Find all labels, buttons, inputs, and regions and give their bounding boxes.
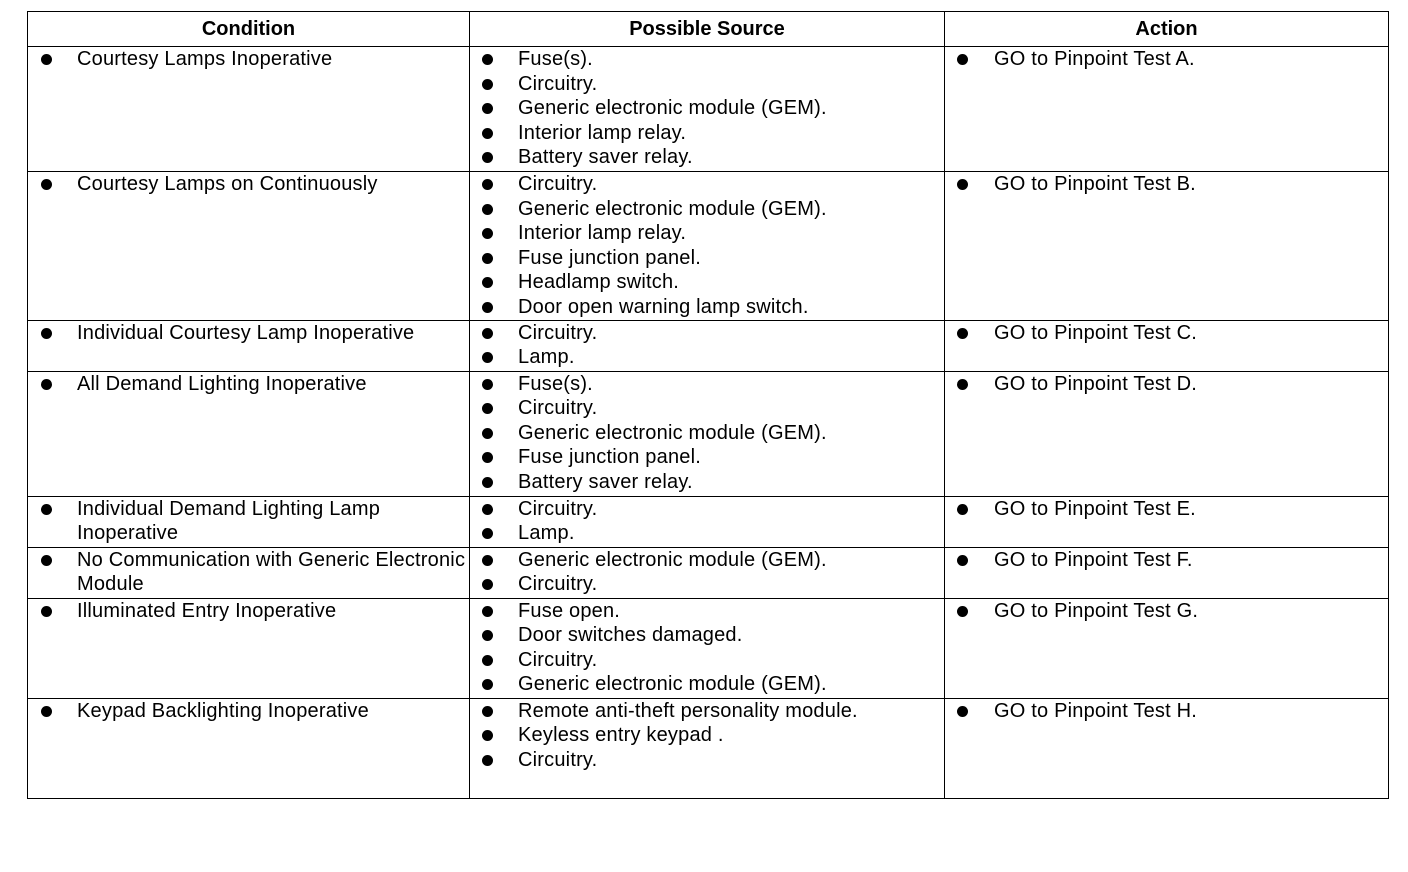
- list-item: [945, 548, 1388, 573]
- bullet-list: [945, 172, 1388, 197]
- possible-source-cell: [470, 320, 945, 371]
- source-item-text: Lamp.: [518, 346, 575, 369]
- bullet-icon: [482, 755, 493, 766]
- list-item: [28, 497, 469, 546]
- bullet-list: [470, 599, 944, 697]
- source-item-text: Fuse(s).: [518, 372, 593, 395]
- source-item-text: Generic electronic module (GEM).: [518, 673, 827, 696]
- action-cell: [945, 371, 1389, 496]
- source-item-text: Door switches damaged.: [518, 624, 743, 647]
- bullet-icon: [482, 630, 493, 641]
- list-item: [28, 172, 469, 197]
- action-cell: [945, 320, 1389, 371]
- source-item-text: Lamp.: [518, 522, 575, 545]
- condition-text: No Communication with Generic Electronic Module: [77, 548, 466, 596]
- bullet-icon: [41, 504, 52, 515]
- bullet-icon: [957, 54, 968, 65]
- action-text: GO to Pinpoint Test H.: [994, 699, 1198, 722]
- action-cell: [945, 496, 1389, 547]
- action-cell: [945, 598, 1389, 698]
- possible-source-cell: [470, 547, 945, 598]
- condition-text: Courtesy Lamps Inoperative: [77, 48, 333, 70]
- source-item-text: Remote anti-theft personality module.: [518, 699, 858, 722]
- source-item-text: Circuitry.: [518, 648, 598, 671]
- bullet-list: [945, 372, 1388, 397]
- bullet-icon: [957, 606, 968, 617]
- bullet-icon: [482, 403, 493, 414]
- table-row: [28, 598, 1389, 698]
- bullet-list: [28, 372, 469, 397]
- bullet-icon: [957, 504, 968, 515]
- list-item: [470, 470, 944, 495]
- bullet-icon: [482, 706, 493, 717]
- bullet-list: [470, 172, 944, 320]
- list-item: [470, 623, 944, 648]
- source-item-text: Circuitry.: [518, 397, 598, 420]
- list-item: [470, 345, 944, 370]
- bullet-icon: [957, 555, 968, 566]
- header-row: [28, 12, 1389, 47]
- list-item: [945, 372, 1388, 397]
- list-item: [470, 47, 944, 72]
- list-item: [470, 548, 944, 573]
- condition-cell: [28, 598, 470, 698]
- list-item: [28, 372, 469, 397]
- condition-text: Courtesy Lamps on Continuously: [77, 173, 378, 195]
- source-item-text: Circuitry.: [518, 321, 598, 344]
- table-row: [28, 47, 1389, 172]
- list-item: [470, 396, 944, 421]
- bullet-icon: [41, 379, 52, 390]
- bullet-icon: [482, 277, 493, 288]
- source-item-text: Interior lamp relay.: [518, 222, 687, 245]
- bullet-list: [470, 548, 944, 597]
- bullet-list: [28, 47, 469, 72]
- list-item: [28, 599, 469, 624]
- list-item: [470, 445, 944, 470]
- list-item: [470, 599, 944, 624]
- bullet-icon: [41, 706, 52, 717]
- bullet-icon: [41, 606, 52, 617]
- header-action: Action: [945, 12, 1389, 47]
- bullet-icon: [482, 655, 493, 666]
- list-item: [28, 699, 469, 724]
- action-text: GO to Pinpoint Test G.: [994, 599, 1199, 622]
- source-item-text: Generic electronic module (GEM).: [518, 548, 827, 571]
- list-item: [470, 246, 944, 271]
- bullet-icon: [482, 555, 493, 566]
- bullet-list: [28, 548, 469, 597]
- bullet-list: [945, 497, 1388, 522]
- list-item: [470, 723, 944, 748]
- condition-cell: [28, 371, 470, 496]
- list-item: [28, 47, 469, 72]
- condition-cell: [28, 547, 470, 598]
- bullet-icon: [41, 555, 52, 566]
- bullet-icon: [957, 379, 968, 390]
- header-possible-source: Possible Source: [470, 12, 945, 47]
- list-item: [945, 47, 1388, 72]
- table-row: [28, 496, 1389, 547]
- condition-text: Individual Courtesy Lamp Inoperative: [77, 321, 415, 344]
- action-cell: [945, 698, 1389, 798]
- source-item-text: Headlamp switch.: [518, 271, 680, 294]
- source-item-text: Fuse(s).: [518, 48, 593, 70]
- condition-cell: [28, 172, 470, 321]
- source-item-text: Generic electronic module (GEM).: [518, 97, 827, 120]
- bullet-icon: [482, 379, 493, 390]
- bullet-icon: [482, 579, 493, 590]
- table-row: [28, 547, 1389, 598]
- bullet-list: [28, 321, 469, 346]
- bullet-list: [945, 599, 1388, 624]
- bullet-icon: [482, 152, 493, 163]
- bullet-list: [470, 321, 944, 370]
- bullet-icon: [957, 179, 968, 190]
- list-item: [470, 648, 944, 673]
- diagnosis-table: [27, 11, 1389, 799]
- bullet-icon: [482, 679, 493, 690]
- list-item: [470, 145, 944, 170]
- list-item: [470, 699, 944, 724]
- bullet-list: [28, 599, 469, 624]
- bullet-icon: [482, 128, 493, 139]
- list-item: [470, 497, 944, 522]
- list-item: [470, 96, 944, 121]
- table-row: [28, 172, 1389, 321]
- list-item: [470, 672, 944, 697]
- list-item: [470, 521, 944, 546]
- bullet-list: [28, 699, 469, 724]
- table-row: [28, 698, 1389, 798]
- bullet-list: [28, 172, 469, 197]
- possible-source-cell: [470, 698, 945, 798]
- action-text: GO to Pinpoint Test E.: [994, 497, 1196, 520]
- condition-text: Illuminated Entry Inoperative: [77, 599, 337, 622]
- list-item: [945, 172, 1388, 197]
- bullet-list: [470, 497, 944, 546]
- bullet-icon: [957, 706, 968, 717]
- source-item-text: Interior lamp relay.: [518, 121, 687, 144]
- list-item: [470, 748, 944, 773]
- source-item-text: Keyless entry keypad .: [518, 724, 724, 747]
- list-item: [470, 270, 944, 295]
- list-item: [470, 172, 944, 197]
- bullet-icon: [482, 79, 493, 90]
- source-item-text: Fuse junction panel.: [518, 446, 702, 469]
- condition-cell: [28, 496, 470, 547]
- bullet-icon: [482, 730, 493, 741]
- bullet-icon: [482, 504, 493, 515]
- list-item: [470, 421, 944, 446]
- possible-source-cell: [470, 598, 945, 698]
- possible-source-cell: [470, 172, 945, 321]
- source-item-text: Circuitry.: [518, 72, 598, 95]
- header-condition: Condition: [28, 12, 470, 47]
- bullet-icon: [957, 328, 968, 339]
- list-item: [470, 221, 944, 246]
- bullet-icon: [482, 606, 493, 617]
- bullet-list: [945, 548, 1388, 573]
- source-item-text: Door open warning lamp switch.: [518, 295, 809, 318]
- action-text: GO to Pinpoint Test D.: [994, 372, 1198, 395]
- list-item: [28, 321, 469, 346]
- bullet-icon: [482, 179, 493, 190]
- bullet-icon: [482, 477, 493, 488]
- condition-text: Keypad Backlighting Inoperative: [77, 699, 369, 722]
- condition-text: Individual Demand Lighting Lamp Inoperative: [77, 497, 381, 545]
- source-item-text: Battery saver relay.: [518, 146, 693, 169]
- bullet-icon: [482, 204, 493, 215]
- list-item: [945, 497, 1388, 522]
- action-text: GO to Pinpoint Test F.: [994, 548, 1193, 571]
- source-item-text: Fuse junction panel.: [518, 246, 702, 269]
- bullet-list: [470, 47, 944, 170]
- list-item: [28, 548, 469, 597]
- source-item-text: Fuse open.: [518, 599, 621, 622]
- table-body: [28, 47, 1389, 799]
- table-row: [28, 320, 1389, 371]
- bullet-icon: [41, 328, 52, 339]
- action-text: GO to Pinpoint Test C.: [994, 321, 1198, 344]
- list-item: [945, 699, 1388, 724]
- bullet-icon: [482, 428, 493, 439]
- bullet-icon: [482, 302, 493, 313]
- bullet-list: [470, 372, 944, 495]
- list-item: [470, 372, 944, 397]
- condition-text: All Demand Lighting Inoperative: [77, 372, 367, 395]
- condition-cell: [28, 320, 470, 371]
- source-item-text: Battery saver relay.: [518, 470, 693, 493]
- action-text: GO to Pinpoint Test B.: [994, 173, 1196, 195]
- source-item-text: Circuitry.: [518, 173, 598, 195]
- bullet-list: [945, 699, 1388, 724]
- list-item: [945, 321, 1388, 346]
- list-item: [945, 599, 1388, 624]
- condition-cell: [28, 698, 470, 798]
- bullet-icon: [482, 452, 493, 463]
- bullet-icon: [482, 228, 493, 239]
- bullet-list: [28, 497, 469, 546]
- bullet-list: [945, 321, 1388, 346]
- list-item: [470, 295, 944, 320]
- source-item-text: Generic electronic module (GEM).: [518, 197, 827, 220]
- action-cell: [945, 547, 1389, 598]
- action-cell: [945, 47, 1389, 172]
- source-item-text: Generic electronic module (GEM).: [518, 421, 827, 444]
- possible-source-cell: [470, 496, 945, 547]
- possible-source-cell: [470, 371, 945, 496]
- bullet-icon: [482, 54, 493, 65]
- condition-cell: [28, 47, 470, 172]
- source-item-text: Circuitry.: [518, 748, 598, 771]
- bullet-icon: [482, 328, 493, 339]
- bullet-icon: [482, 352, 493, 363]
- source-item-text: Circuitry.: [518, 497, 598, 520]
- bullet-list: [470, 699, 944, 773]
- possible-source-cell: [470, 47, 945, 172]
- table-row: [28, 371, 1389, 496]
- action-cell: [945, 172, 1389, 321]
- bullet-icon: [482, 253, 493, 264]
- list-item: [470, 72, 944, 97]
- bullet-icon: [41, 54, 52, 65]
- list-item: [470, 197, 944, 222]
- bullet-list: [945, 47, 1388, 72]
- action-text: GO to Pinpoint Test A.: [994, 48, 1195, 70]
- bullet-icon: [41, 179, 52, 190]
- source-item-text: Circuitry.: [518, 573, 598, 596]
- bullet-icon: [482, 528, 493, 539]
- list-item: [470, 321, 944, 346]
- list-item: [470, 121, 944, 146]
- list-item: [470, 572, 944, 597]
- bullet-icon: [482, 103, 493, 114]
